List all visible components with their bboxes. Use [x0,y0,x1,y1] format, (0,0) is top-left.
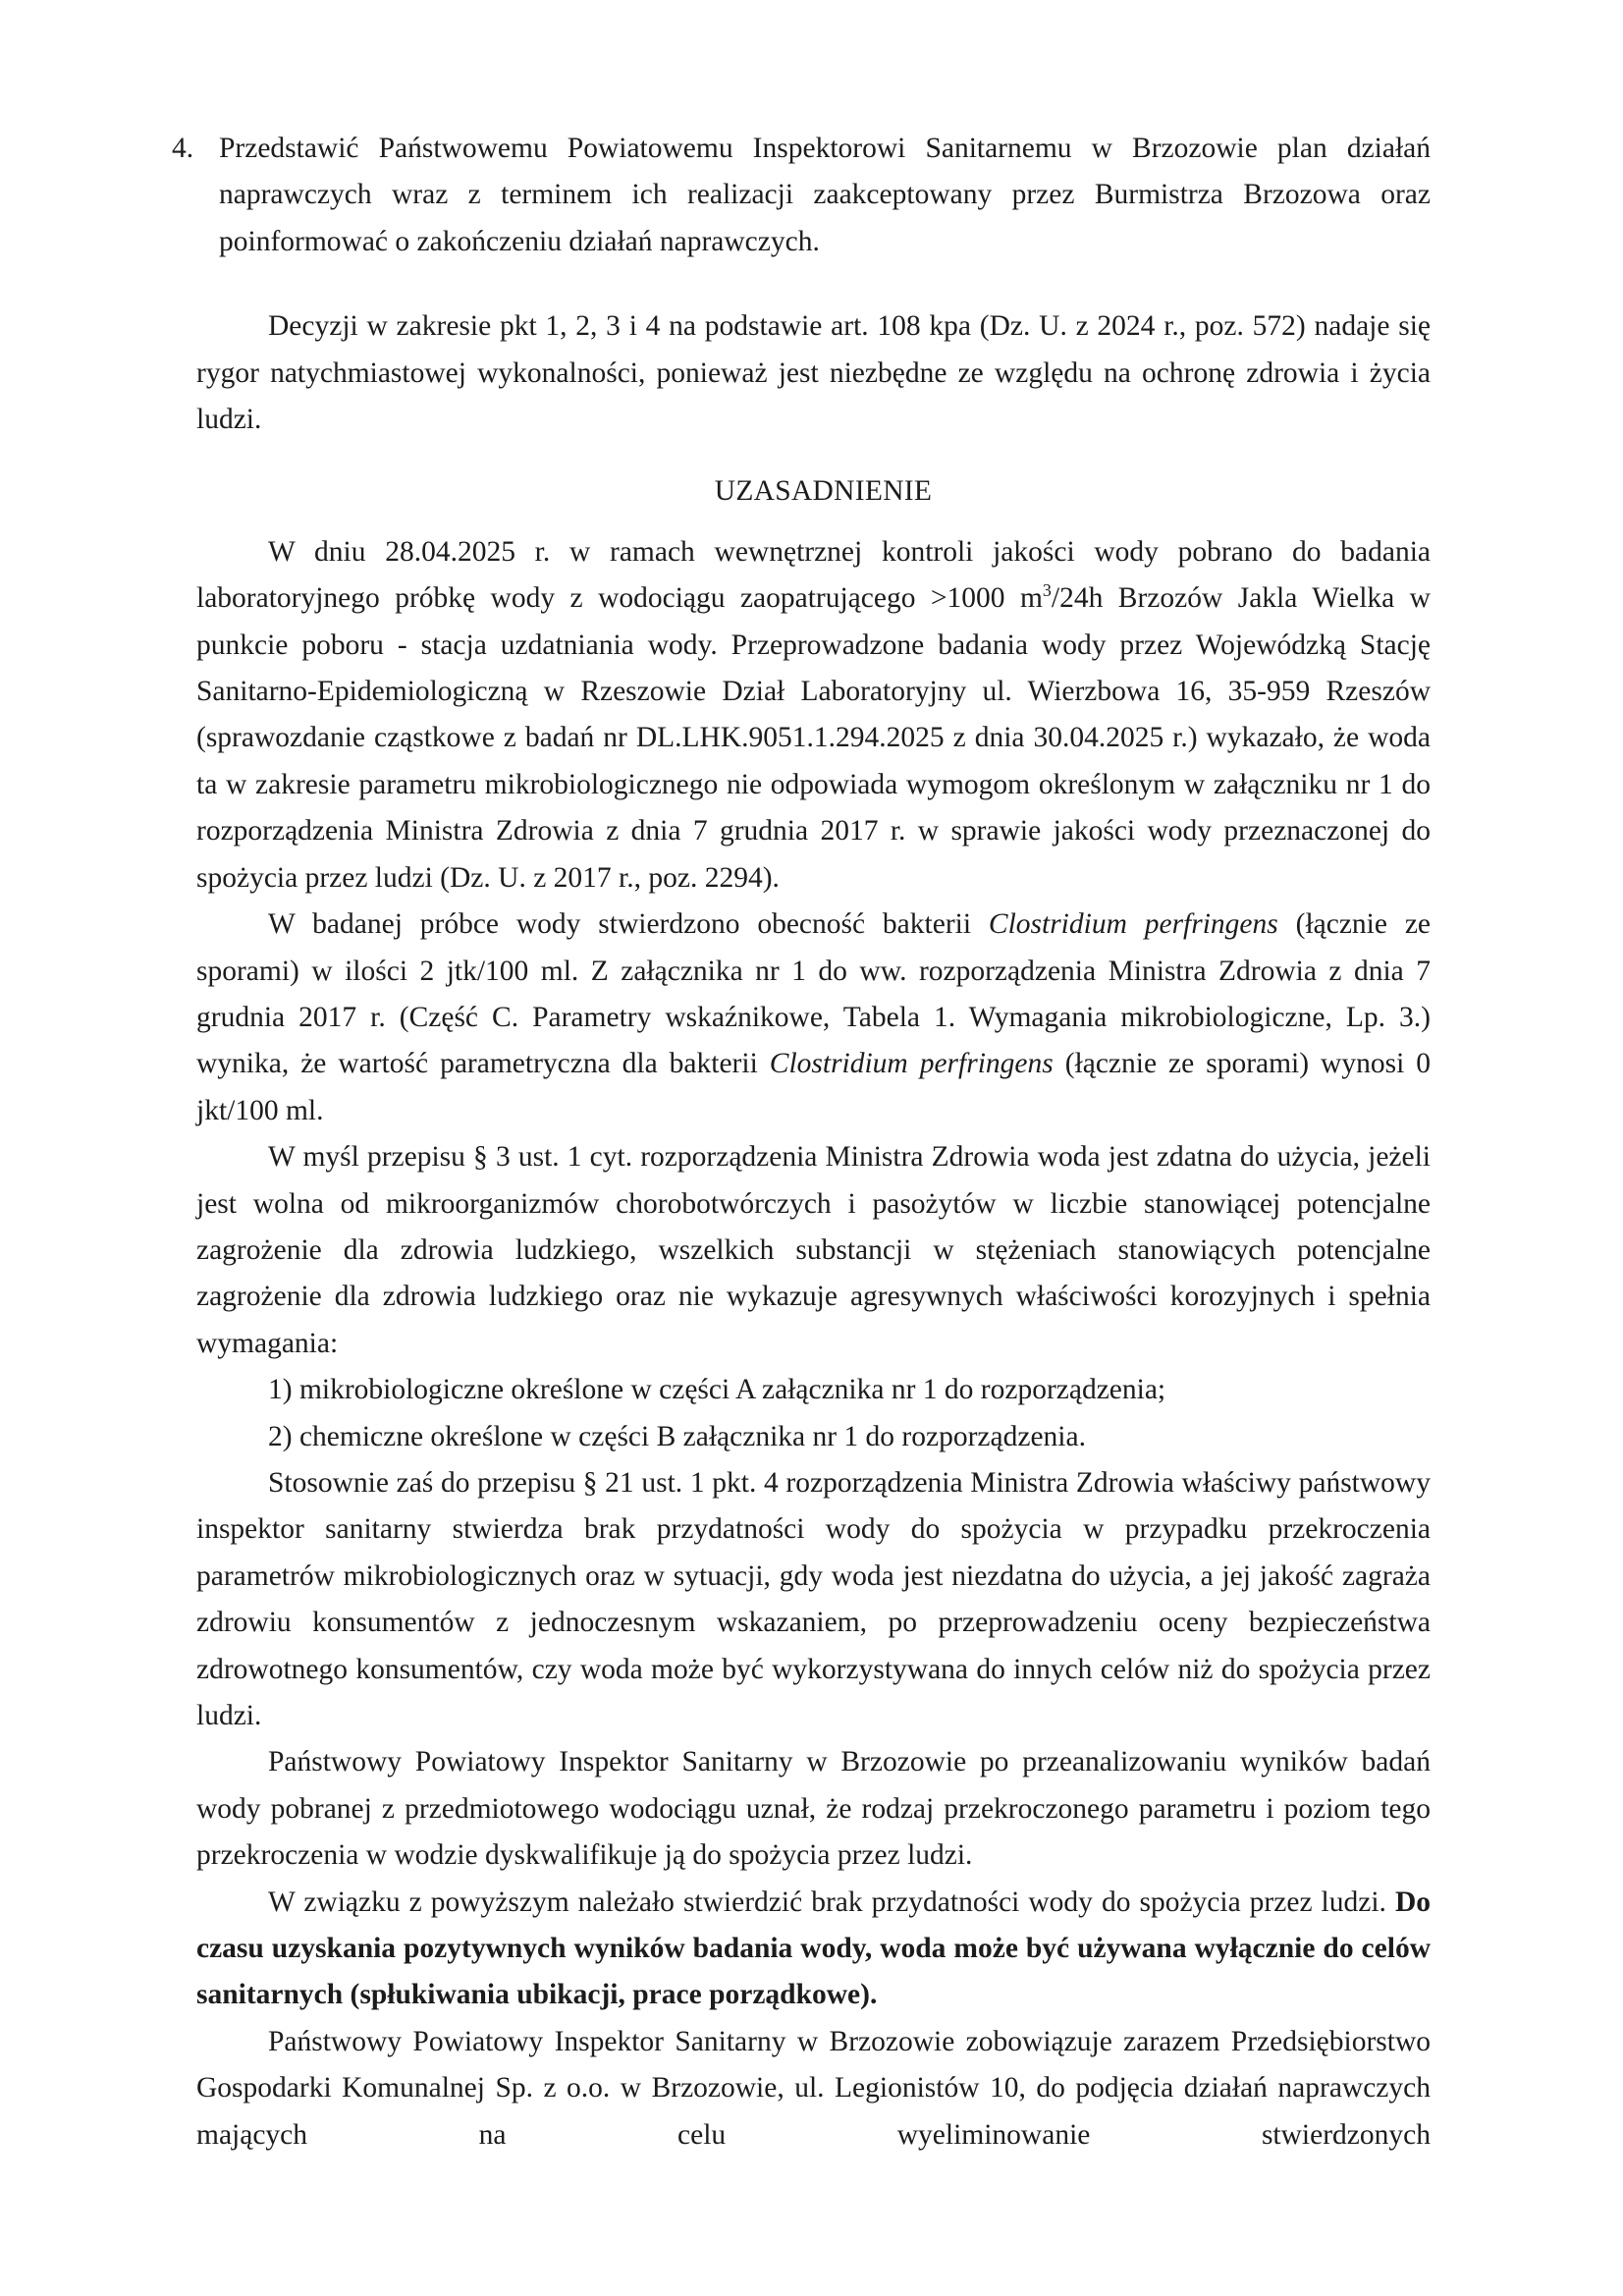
document-page [172,126,1432,2159]
requirement-item: 2) chemiczne określone w części B załącznika nr 1 do rozporządzenia. [268,1420,1086,1452]
rigor-paragraph: Decyzji w zakresie pkt 1, 2, 3 i 4 na podstawie art. 108 kpa (Dz. U. z 2024 r., poz. 572) nadaje się rygor natychmiastowej wykonalności, ponieważ jest niezbędne ze względu na ochronę zdrowia i życia ludzi. [196,310,1431,436]
bacteria-name: Clostridium perfringens [988,908,1278,941]
item-text: Przedstawić Państwowemu Powiatowemu Inspektorowi Sanitarnemu w Brzozowie plan działań naprawczych wraz z terminem ich realizacji zaakceptowany przez Burmistrza Brzozowa oraz poinformować o zakończeniu działań naprawczych. [219,133,1431,257]
p2-text-c: (łącznie ze sporami) wynosi 0 jkt/100 ml. [196,1048,1432,1126]
p1-text-b: /24h Brzozów Jakla Wielka w punkcie poboru - stacja uzdatniania wody. Przeprowadzone badania wody przez Wojewódzką Stację Sanitarno-Epidemiologiczną w Rzeszowie Dział Laboratoryjny ul. Wierzbowa 16, 35-959 Rzeszów (sprawozdanie cząstkowe z badań nr DL.LHK.9051.1.294.2025 z dnia 30.04.2025 r.) wykazało, że woda ta w zakresie parametru mikrobiologicznego nie odpowiada wymogom określonym w załączniku nr 1 do rozporządzenia Ministra Zdrowia z dnia 7 grudnia 2017 r. w sprawie jakości wody przeznaczonej do spożycia przez ludzi (Dz. U. z 2017 r., poz. 2294). [196,582,1431,894]
p2-text-b: (łącznie ze sporami) w ilości 2 jtk/100 ml. Z załącznika nr 1 do ww. rozporządzenia Ministra Zdrowia z dnia 7 grudnia 2017 r. (Część C. Parametry wskaźnikowe, Tabela 1. Wymagania mikrobiologiczne, Lp. 3.) wynika, że wartość parametryczna dla bakterii [196,908,1432,1080]
requirement-item: 1) mikrobiologiczne określone w części A załącznika nr 1 do rozporządzenia; [268,1374,1166,1406]
p1-text-a: W dniu 28.04.2025 r. w ramach wewnętrznej kontroli jakości wody pobrano do badania laboratoryjnego próbkę wody z wodociągu zaopatrującego >1000 m [196,535,1431,615]
item-number: 4. [172,133,194,164]
p1-superscript: 3 [1042,580,1052,601]
p6-text: W związku z powyższym należało stwierdzić brak przydatności wody do spożycia przez ludzi. [268,1886,1395,1918]
p2-text-a: W badanej próbce wody stwierdzono obecność bakterii [268,908,989,941]
justification-paragraph-3: W myśl przepisu § 3 ust. 1 cyt. rozporządzenia Ministra Zdrowia woda jest zdatna do użycia, jeżeli jest wolna od mikroorganizmów chorobotwórczych i pasożytów w liczbie stanowiącej potencjalne zagrożenie dla zdrowia ludzkiego, wszelkich substancji w stężeniach stanowiących potencjalne zagrożenie dla zdrowia ludzkiego oraz nie wykazuje agresywnych właściwości korozyjnych i spełnia wymagania: [196,1141,1431,1359]
justification-paragraph-2 [196,902,1431,1134]
p6-bold-notice: Do czasu uzyskania pozytywnych wyników badania wody, woda może być używana wyłącznie do celów sanitarnych (spłukiwania ubikacji, prace porządkowe). [196,1886,1431,2011]
justification-paragraph-5: Państwowy Powiatowy Inspektor Sanitarny w Brzozowie po przeanalizowaniu wyników badań wody pobranej z przedmiotowego wodociągu uznał, że rodzaj przekroczonego parametru i poziom tego przekroczenia w wodzie dyskwalifikuje ją do spożycia przez ludzi. [196,1746,1431,1872]
justification-paragraph-6 [196,1880,1431,2019]
bacteria-name: Clostridium perfringens [769,1048,1054,1080]
numbered-item-4 [172,126,1431,265]
justification-paragraph-7: Państwowy Powiatowy Inspektor Sanitarny w Brzozowie zobowiązuje zarazem Przedsiębiorstwo Gospodarki Komunalnej Sp. z o.o. w Brzozowie, ul. Legionistów 10, do podjęcia działań naprawczych mających na celu wyeliminowanie stwierdzonych [196,2025,1431,2151]
justification-paragraph-1 [196,529,1431,902]
section-heading: UZASADNIENIE [714,475,933,508]
justification-paragraph-4: Stosownie zaś do przepisu § 21 ust. 1 pkt. 4 rozporządzenia Ministra Zdrowia właściwy państwowy inspektor sanitarny stwierdza brak przydatności wody do spożycia w przypadku przekroczenia parametrów mikrobiologicznych oraz w sytuacji, gdy woda jest niezdatna do użycia, a jej jakość zagraża zdrowiu konsumentów z jednoczesnym wskazaniem, po przeprowadzeniu oceny bezpieczeństwa zdrowotnego konsumentów, czy woda może być wykorzystywana do innych celów niż do spożycia przez ludzi. [196,1466,1431,1731]
